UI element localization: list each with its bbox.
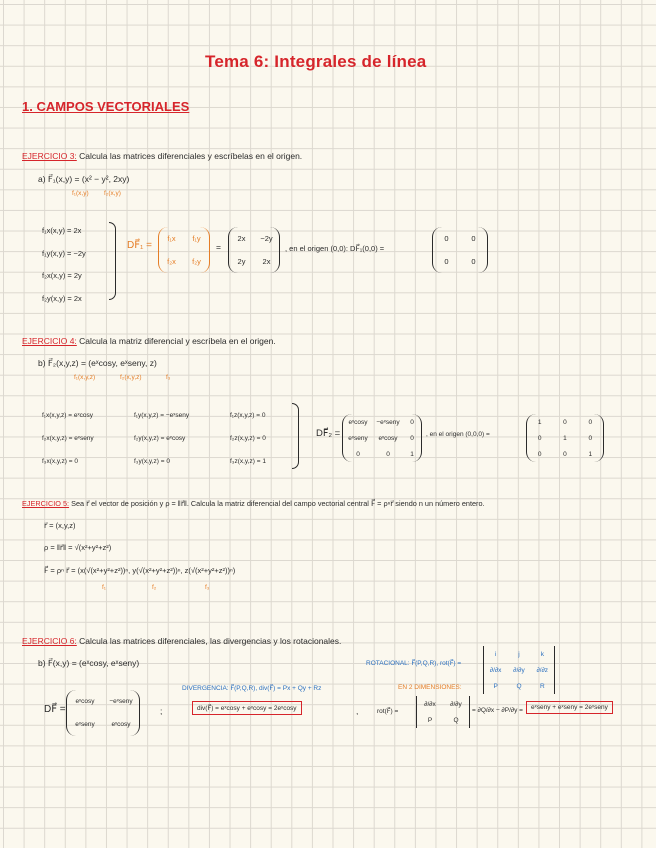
exercise-3-statement bbox=[22, 151, 302, 161]
separator: ; bbox=[160, 706, 163, 716]
curly-brace bbox=[109, 222, 116, 300]
matrix-cell: eˣcosy bbox=[348, 418, 368, 426]
matrix-cell: −eˣseny bbox=[376, 418, 400, 426]
origin-text: , en el origen (0,0,0) = bbox=[426, 431, 490, 438]
matrix-cell: ∂/∂z bbox=[536, 666, 549, 674]
partial-derivative: f₃z(x,y,z) = 1 bbox=[230, 458, 266, 465]
matrix-cell: eˣseny bbox=[75, 721, 95, 728]
partials-row bbox=[42, 450, 292, 473]
matrix-cell: R bbox=[539, 682, 545, 690]
curl-determinant bbox=[483, 646, 555, 694]
f1-label: f₁(x,y) bbox=[72, 190, 89, 197]
curly-brace bbox=[292, 403, 299, 469]
partial-derivative: f₂x(x,y,z) = eˣseny bbox=[42, 435, 94, 442]
partials-row bbox=[42, 427, 292, 450]
matrix-cell: 0 bbox=[444, 257, 449, 266]
df-label: DF⃗ = bbox=[44, 704, 66, 715]
matrix-cell: −2y bbox=[260, 234, 273, 243]
matrix-cell: 0 bbox=[537, 450, 542, 458]
matrix-cell: ∂/∂x bbox=[489, 666, 502, 674]
f1-label: f₁(x,y,z) bbox=[74, 374, 96, 381]
exercise-6-label: EJERCICIO 6: bbox=[22, 636, 77, 646]
partials-row bbox=[42, 404, 292, 427]
matrix-cell: eˣcosy bbox=[75, 698, 95, 705]
exercise-3-part-a: a) F⃗₁(x,y) = (x² − y², 2xy) bbox=[38, 174, 130, 184]
divergence-text: F⃗(P,Q,R), div(F⃗) = Px + Qy + Rz bbox=[230, 685, 322, 692]
matrix-cell: 0 bbox=[588, 434, 593, 442]
matrix-cell: i bbox=[494, 650, 497, 658]
matrix-cell: f₁x bbox=[167, 234, 176, 243]
matrix-cell: 0 bbox=[471, 234, 476, 243]
matrix-cell: 0 bbox=[563, 418, 567, 426]
matrix-cell: −eˣseny bbox=[109, 698, 133, 705]
partials-list bbox=[42, 220, 86, 310]
df2-label: DF⃗₂ = bbox=[316, 428, 341, 439]
exercise-4-text: Calcula la matriz diferencial y escríbela en el origen. bbox=[79, 336, 276, 346]
partials-table bbox=[42, 404, 292, 473]
partial-derivative: f₁y(x,y) = −2y bbox=[42, 248, 86, 258]
f2-label: f₂ bbox=[152, 584, 157, 591]
f3-label: f₃ bbox=[166, 374, 171, 381]
dimensions-label: EN 2 DIMENSIONES: bbox=[398, 684, 462, 691]
matrix-cell: 0 bbox=[563, 450, 567, 458]
matrix-cell: j bbox=[518, 650, 520, 658]
matrix-cell: 0 bbox=[410, 434, 414, 442]
rot-equation: = ∂Q/∂x − ∂P/∂y = bbox=[472, 707, 523, 714]
rotational-def bbox=[366, 659, 461, 667]
partial-derivative: f₃x(x,y,z) = 0 bbox=[42, 458, 78, 465]
exercise-5-text: Sea r⃗ el vector de posición y ρ = ‖r⃗‖. Calcula la matriz diferencial del campo vectorial central F⃗ = ρⁿr⃗ siendo n un número entero. bbox=[71, 499, 485, 508]
df1-symbolic-matrix bbox=[158, 227, 210, 273]
separator: , bbox=[356, 706, 359, 716]
exercise-4-part-b: b) F⃗₂(x,y,z) = (eˣcosy, eˣseny, z) bbox=[38, 358, 157, 368]
rotational-text: F⃗(P,Q,R), rot(F⃗) = bbox=[411, 660, 462, 667]
df1-origin-matrix bbox=[432, 227, 488, 273]
partial-derivative: f₁x(x,y) = 2x bbox=[42, 226, 82, 235]
matrix-cell: 0 bbox=[410, 418, 414, 426]
matrix-cell: 0 bbox=[537, 434, 542, 442]
position-vector: r⃗ = (x,y,z) bbox=[44, 521, 76, 530]
matrix-cell: Q bbox=[516, 682, 522, 690]
exercise-4-statement bbox=[22, 336, 276, 346]
exercise-3-label: EJERCICIO 3: bbox=[22, 151, 77, 161]
origin-text: , en el origen (0,0): DF⃗₁(0,0) = bbox=[285, 244, 385, 253]
matrix-cell: 2x bbox=[262, 257, 271, 266]
divergence-result-box: div(F⃗) = eˣcosy + eˣcosy = 2eˣcosy bbox=[192, 701, 302, 715]
partial-derivative: f₂y(x,y,z) = eˣcosy bbox=[134, 435, 186, 442]
divergence-label: DIVERGENCIA: bbox=[182, 685, 229, 692]
partial-derivative: f₂y(x,y) = 2x bbox=[42, 293, 82, 303]
matrix-cell: ∂/∂y bbox=[513, 666, 525, 674]
df1-label: DF⃗₁ = bbox=[127, 240, 152, 251]
matrix-cell: eˣseny bbox=[348, 434, 368, 442]
partial-derivative: f₁x(x,y,z) = eˣcosy bbox=[42, 412, 93, 419]
df2-origin-matrix bbox=[526, 414, 604, 462]
matrix-cell: 0 bbox=[471, 257, 476, 266]
partial-derivative: f₁y(x,y,z) = −eˣseny bbox=[134, 412, 190, 419]
f1-label: f₁ bbox=[102, 584, 106, 591]
partial-derivative: f₁z(x,y,z) = 0 bbox=[230, 412, 266, 419]
matrix-cell: 1 bbox=[588, 450, 593, 458]
matrix-cell: 1 bbox=[537, 418, 542, 426]
exercise-4-label: EJERCICIO 4: bbox=[22, 336, 77, 346]
equals-sign: = bbox=[216, 242, 221, 252]
partial-derivative: f₂z(x,y,z) = 0 bbox=[230, 435, 266, 442]
matrix-cell: 2y bbox=[237, 257, 246, 266]
matrix-cell: f₂y bbox=[192, 257, 201, 266]
f3-label: f₃ bbox=[205, 584, 210, 591]
matrix-cell: 0 bbox=[356, 450, 360, 458]
exercise-3-text: Calcula las matrices diferenciales y escríbelas en el origen. bbox=[79, 151, 303, 161]
df-value-matrix bbox=[66, 690, 140, 736]
f2-label: f₂(x,y) bbox=[104, 190, 121, 197]
exercise-5-statement bbox=[22, 499, 485, 508]
rho-definition: ρ = ‖r⃗‖ = √(x²+y²+z²) bbox=[44, 543, 112, 552]
matrix-cell: eˣcosy bbox=[378, 434, 398, 442]
matrix-cell: 1 bbox=[563, 434, 567, 442]
exercise-5-label: EJERCICIO 5: bbox=[22, 499, 70, 508]
exercise-6-text: Calcula las matrices diferenciales, las divergencias y los rotacionales. bbox=[79, 636, 342, 646]
central-field: F⃗ = ρⁿ r⃗ = (x(√(x²+y²+z²))ⁿ, y(√(x²+y²+z²))ⁿ, z(√(x²+y²+z²))ⁿ) bbox=[44, 566, 236, 575]
rotational-label: ROTACIONAL: bbox=[366, 660, 410, 667]
matrix-cell: 0 bbox=[588, 418, 593, 426]
f2-label: f₂(x,y,z) bbox=[120, 374, 142, 381]
partial-derivative: f₂x(x,y) = 2y bbox=[42, 271, 82, 280]
rot-label: rot(F⃗) = bbox=[377, 708, 399, 715]
rot-determinant bbox=[416, 696, 470, 728]
partial-derivative: f₃y(x,y,z) = 0 bbox=[134, 458, 170, 465]
matrix-cell: 1 bbox=[410, 450, 414, 458]
rotational-result-box: eˣseny + eˣseny = 2eˣseny bbox=[526, 701, 613, 714]
matrix-cell: 0 bbox=[386, 450, 390, 458]
exercise-6-statement bbox=[22, 636, 341, 646]
matrix-cell: f₁y bbox=[192, 234, 201, 243]
matrix-cell: P bbox=[493, 682, 498, 690]
page-title: Tema 6: Integrales de línea bbox=[205, 52, 427, 71]
df2-value-matrix bbox=[342, 414, 422, 462]
matrix-cell: f₂x bbox=[167, 257, 176, 266]
matrix-cell: 0 bbox=[444, 234, 449, 243]
matrix-cell: k bbox=[540, 650, 544, 658]
divergence-def bbox=[182, 684, 321, 692]
matrix-cell: 2x bbox=[237, 234, 246, 243]
df1-value-matrix bbox=[228, 227, 280, 273]
section-heading: 1. CAMPOS VECTORIALES bbox=[22, 99, 190, 114]
matrix-cell: Q bbox=[453, 716, 459, 724]
matrix-cell: ∂/∂x bbox=[424, 700, 436, 708]
matrix-cell: eˣcosy bbox=[111, 721, 131, 728]
matrix-cell: P bbox=[427, 716, 433, 724]
matrix-cell: ∂/∂y bbox=[450, 700, 462, 708]
exercise-6-part-b: b) F⃗(x,y) = (eˣcosy, eˣseny) bbox=[38, 658, 140, 668]
